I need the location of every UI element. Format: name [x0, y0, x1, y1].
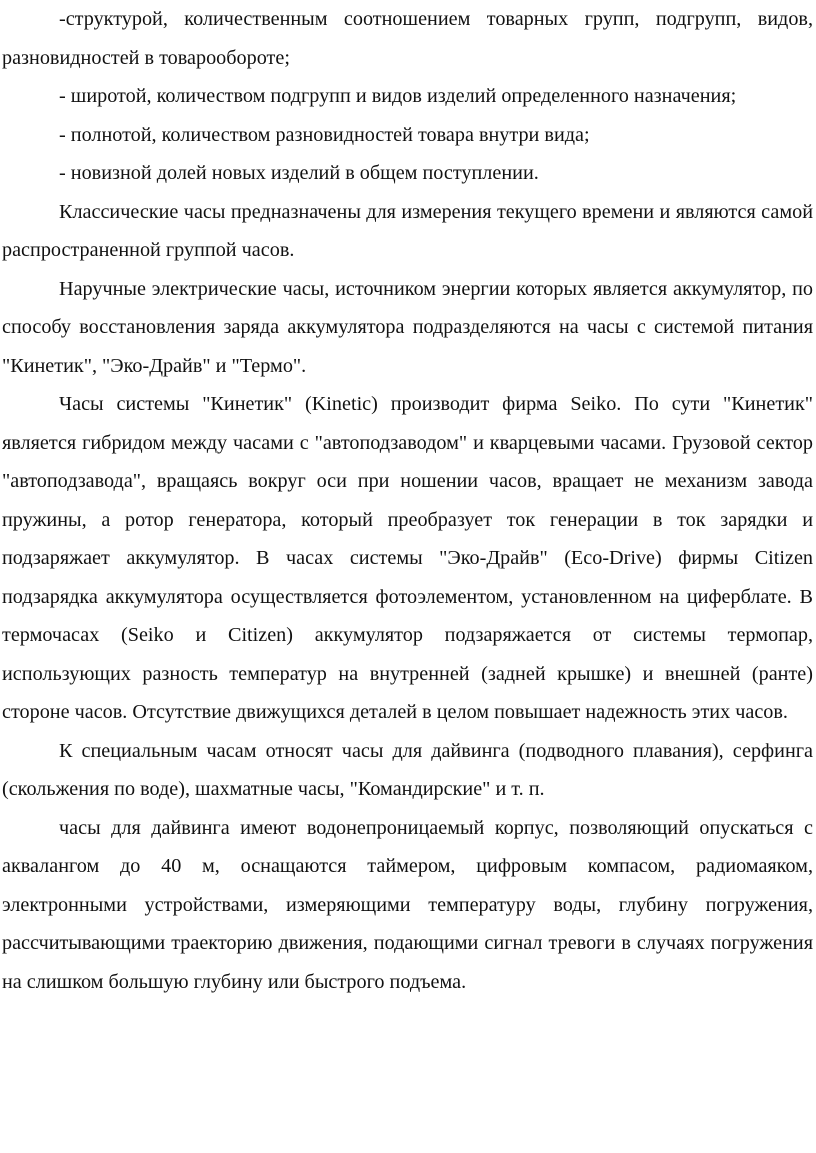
paragraph-novelty: - новизной долей новых изделий в общем поступлении. — [59, 162, 539, 184]
paragraph-fullness: - полнотой, количеством разновидностей товара внутри вида; — [59, 123, 590, 146]
document-body — [2, 0, 813, 1001]
paragraph-diving-watches: часы для дайвинга имеют водонепроницаемый корпус, позволяющий опускаться с аквалангом до 40 м, оснащаются таймером, цифровым компасом, радиомаяком, электронными устройствами, измеряющими температуру воды, глубину погружения, рассчитывающими траекторию движения, подающими сигнал тревоги в случаях погружения на слишком большую глубину или быстрого подъема. — [2, 816, 813, 993]
paragraph-electric-watches: Наручные электрические часы, источником энергии которых является аккумулятор, по способу восстановления заряда аккумулятора подразделяются на часы с системой питания "Кинетик", "Эко-Драйв" и "Термо". — [2, 277, 813, 377]
paragraph-classic-watches: Классические часы предназначены для измерения текущего времени и являются самой распространенной группой часов. — [2, 200, 813, 261]
paragraph-structure: -структурой, количественным соотношением товарных групп, подгрупп, видов, разновидностей в товарообороте; — [2, 8, 813, 69]
paragraph-special-watches: К специальным часам относят часы для дайвинга (подводного плавания), серфинга (скольжения по воде), шахматные часы, "Командирские" и т. п. — [2, 739, 813, 800]
paragraph-kinetic-system: Часы системы "Кинетик" (Kinetic) производит фирма Seiko. По сути "Кинетик" является гибридом между часами с "автоподзаводом" и кварцевыми часами. Грузовой сектор "автоподзавода", вращаясь вокруг оси при ношении часов, вращает не механизм завода пружины, а ротор генератора, который преобразует ток генерации в ток зарядки и подзаряжает аккумулятор. В часах системы "Эко-Драйв" (Eco-Drive) фирмы Citizen подзарядка аккумулятора осуществляется фотоэлементом, установленном на циферблате. В термочасах (Seiko и Citizen) аккумулятор подзаряжается от системы термопар, использующих разность температур на внутренней (задней крышке) и внешней (ранте) стороне часов. Отсутствие движущихся деталей в целом повышает надежность этих часов. — [2, 393, 813, 723]
paragraph-width: - широтой, количеством подгрупп и видов изделий определенного назначения; — [59, 85, 737, 107]
